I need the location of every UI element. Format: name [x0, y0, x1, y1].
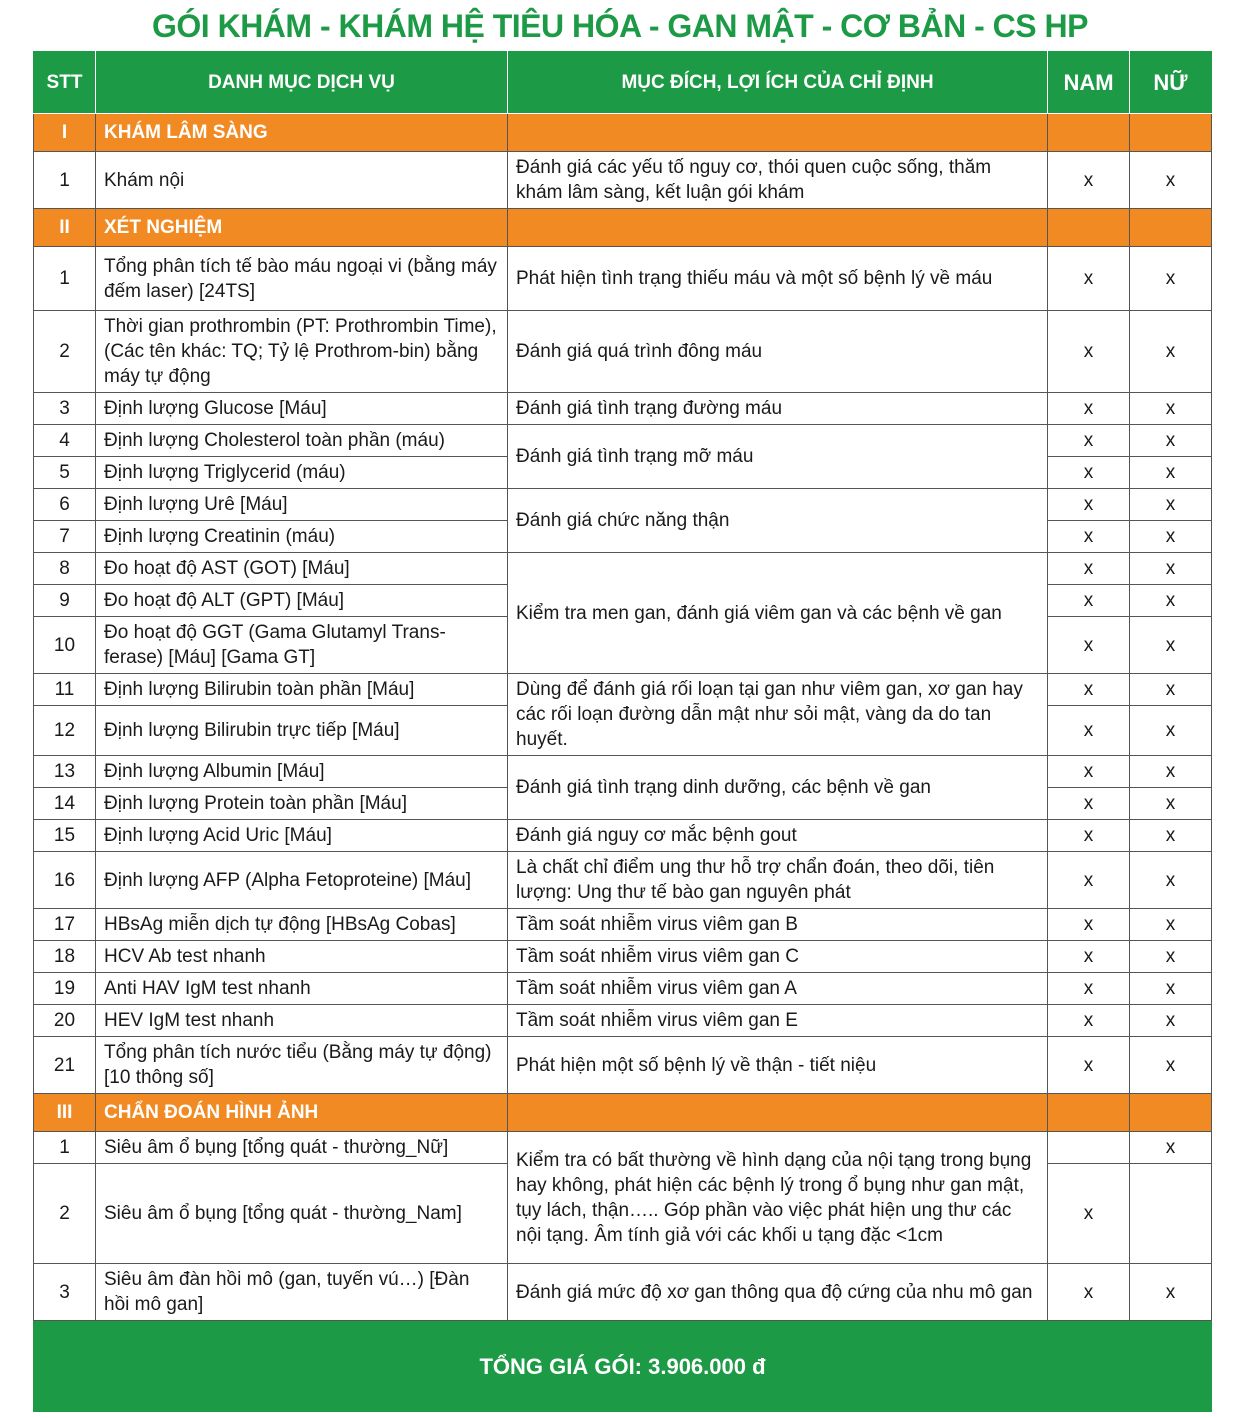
header-female: NỮ: [1130, 51, 1212, 114]
section-label: XÉT NGHIỆM: [96, 209, 508, 247]
service-table: [33, 51, 1212, 1412]
service-name: Định lượng Cholesterol toàn phần (máu): [96, 425, 508, 457]
service-name: Định lượng Creatinin (máu): [96, 521, 508, 553]
purpose-cell: Phát hiện tình trạng thiếu máu và một số bệnh lý về máu: [508, 247, 1048, 311]
table-row: [34, 852, 1212, 909]
header-row: [34, 51, 1212, 114]
male-mark: x: [1048, 820, 1130, 852]
male-mark: [1048, 1132, 1130, 1164]
service-name: Khám nội: [96, 152, 508, 209]
male-mark: x: [1048, 706, 1130, 756]
female-mark: x: [1130, 973, 1212, 1005]
female-mark: x: [1130, 674, 1212, 706]
service-name: Định lượng Protein toàn phần [Máu]: [96, 788, 508, 820]
service-name: Định lượng Bilirubin trực tiếp [Máu]: [96, 706, 508, 756]
table-row: [34, 311, 1212, 393]
purpose-cell: Đánh giá tình trạng đường máu: [508, 393, 1048, 425]
female-mark: x: [1130, 553, 1212, 585]
female-mark: x: [1130, 311, 1212, 393]
row-number: 3: [34, 1264, 96, 1321]
section-label: KHÁM LÂM SÀNG: [96, 114, 508, 152]
service-name: Định lượng Triglycerid (máu): [96, 457, 508, 489]
male-mark: x: [1048, 489, 1130, 521]
male-mark: x: [1048, 1164, 1130, 1264]
female-mark: x: [1130, 617, 1212, 674]
male-mark: x: [1048, 585, 1130, 617]
female-mark: x: [1130, 820, 1212, 852]
section-row: [34, 1094, 1212, 1132]
purpose-cell: Đánh giá các yếu tố nguy cơ, thói quen cuộc sống, thăm khám lâm sàng, kết luận gói khám: [508, 152, 1048, 209]
female-mark: x: [1130, 788, 1212, 820]
female-mark: x: [1130, 152, 1212, 209]
purpose-cell: Đánh giá mức độ xơ gan thông qua độ cứng của nhu mô gan: [508, 1264, 1048, 1321]
table-row: [34, 756, 1212, 788]
male-mark: x: [1048, 311, 1130, 393]
purpose-cell: Đánh giá chức năng thận: [508, 489, 1048, 553]
male-mark: x: [1048, 457, 1130, 489]
row-number: 1: [34, 1132, 96, 1164]
row-number: 5: [34, 457, 96, 489]
table-row: [34, 247, 1212, 311]
row-number: 9: [34, 585, 96, 617]
table-row: [34, 1005, 1212, 1037]
row-number: 11: [34, 674, 96, 706]
section-label: CHẨN ĐOÁN HÌNH ẢNH: [96, 1094, 508, 1132]
service-name: Siêu âm ổ bụng [tổng quát - thường_Nam]: [96, 1164, 508, 1264]
purpose-cell: Tầm soát nhiễm virus viêm gan E: [508, 1005, 1048, 1037]
male-mark: x: [1048, 425, 1130, 457]
female-mark: x: [1130, 425, 1212, 457]
section-row: [34, 114, 1212, 152]
purpose-cell: Dùng để đánh giá rối loạn tại gan như viêm gan, xơ gan hay các rối loạn đường dẫn mật như sỏi mật, vàng da do tan huyết.: [508, 674, 1048, 756]
female-mark: x: [1130, 585, 1212, 617]
female-mark: x: [1130, 909, 1212, 941]
service-name: HCV Ab test nhanh: [96, 941, 508, 973]
female-mark: x: [1130, 489, 1212, 521]
table-row: [34, 553, 1212, 585]
header-stt: STT: [34, 51, 96, 114]
table-row: [34, 152, 1212, 209]
purpose-cell: Đánh giá tình trạng mỡ máu: [508, 425, 1048, 489]
service-name: Thời gian prothrombin (PT: Prothrombin Time), (Các tên khác: TQ; Tỷ lệ Prothrom-bin) bằng máy tự động: [96, 311, 508, 393]
row-number: 2: [34, 311, 96, 393]
row-number: 4: [34, 425, 96, 457]
service-name: Tổng phân tích tế bào máu ngoại vi (bằng máy đếm laser) [24TS]: [96, 247, 508, 311]
row-number: 14: [34, 788, 96, 820]
male-mark: x: [1048, 941, 1130, 973]
purpose-cell: Đánh giá quá trình đông máu: [508, 311, 1048, 393]
purpose-cell: Tầm soát nhiễm virus viêm gan A: [508, 973, 1048, 1005]
female-mark: x: [1130, 706, 1212, 756]
table-row: [34, 674, 1212, 706]
header-name: DANH MỤC DỊCH VỤ: [96, 51, 508, 114]
section-number: II: [34, 209, 96, 247]
male-mark: x: [1048, 521, 1130, 553]
female-mark: x: [1130, 941, 1212, 973]
service-name: Định lượng Glucose [Máu]: [96, 393, 508, 425]
table-row: [34, 1264, 1212, 1321]
row-number: 16: [34, 852, 96, 909]
service-name: Tổng phân tích nước tiểu (Bằng máy tự động) [10 thông số]: [96, 1037, 508, 1094]
total-price: TỔNG GIÁ GÓI: 3.906.000 đ: [34, 1321, 1212, 1412]
row-number: 18: [34, 941, 96, 973]
male-mark: x: [1048, 617, 1130, 674]
table-row: [34, 820, 1212, 852]
service-name: Siêu âm đàn hồi mô (gan, tuyến vú…) [Đàn hồi mô gan]: [96, 1264, 508, 1321]
purpose-cell: Phát hiện một số bệnh lý về thận - tiết niệu: [508, 1037, 1048, 1094]
section-number: III: [34, 1094, 96, 1132]
table-row: [34, 973, 1212, 1005]
female-mark: x: [1130, 756, 1212, 788]
row-number: 1: [34, 247, 96, 311]
row-number: 21: [34, 1037, 96, 1094]
female-mark: x: [1130, 852, 1212, 909]
service-name: Định lượng Bilirubin toàn phần [Máu]: [96, 674, 508, 706]
male-mark: x: [1048, 852, 1130, 909]
service-name: Đo hoạt độ ALT (GPT) [Máu]: [96, 585, 508, 617]
service-name: HEV IgM test nhanh: [96, 1005, 508, 1037]
male-mark: x: [1048, 756, 1130, 788]
service-name: Định lượng Albumin [Máu]: [96, 756, 508, 788]
row-number: 2: [34, 1164, 96, 1264]
male-mark: x: [1048, 1037, 1130, 1094]
male-mark: x: [1048, 909, 1130, 941]
section-row: [34, 209, 1212, 247]
male-mark: x: [1048, 788, 1130, 820]
row-number: 6: [34, 489, 96, 521]
row-number: 1: [34, 152, 96, 209]
table-row: [34, 425, 1212, 457]
row-number: 13: [34, 756, 96, 788]
table-row: [34, 1132, 1212, 1164]
female-mark: [1130, 1164, 1212, 1264]
row-number: 15: [34, 820, 96, 852]
total-row: [34, 1321, 1212, 1412]
header-purpose: MỤC ĐÍCH, LỢI ÍCH CỦA CHỈ ĐỊNH: [508, 51, 1048, 114]
table-row: [34, 489, 1212, 521]
row-number: 10: [34, 617, 96, 674]
female-mark: x: [1130, 393, 1212, 425]
male-mark: x: [1048, 152, 1130, 209]
service-name: Anti HAV IgM test nhanh: [96, 973, 508, 1005]
female-mark: x: [1130, 457, 1212, 489]
male-mark: x: [1048, 553, 1130, 585]
row-number: 3: [34, 393, 96, 425]
female-mark: x: [1130, 1037, 1212, 1094]
service-name: Định lượng Urê [Máu]: [96, 489, 508, 521]
table-row: [34, 1037, 1212, 1094]
row-number: 8: [34, 553, 96, 585]
service-name: Định lượng AFP (Alpha Fetoproteine) [Máu]: [96, 852, 508, 909]
female-mark: x: [1130, 1264, 1212, 1321]
male-mark: x: [1048, 247, 1130, 311]
female-mark: x: [1130, 247, 1212, 311]
male-mark: x: [1048, 973, 1130, 1005]
purpose-cell: Là chất chỉ điểm ung thư hỗ trợ chẩn đoán, theo dõi, tiên lượng: Ung thư tế bào gan nguyên phát: [508, 852, 1048, 909]
table-row: [34, 909, 1212, 941]
purpose-cell: Tầm soát nhiễm virus viêm gan B: [508, 909, 1048, 941]
female-mark: x: [1130, 1005, 1212, 1037]
female-mark: x: [1130, 1132, 1212, 1164]
service-name: Đo hoạt độ GGT (Gama Glutamyl Trans-ferase) [Máu] [Gama GT]: [96, 617, 508, 674]
service-name: Định lượng Acid Uric [Máu]: [96, 820, 508, 852]
male-mark: x: [1048, 674, 1130, 706]
section-number: I: [34, 114, 96, 152]
row-number: 20: [34, 1005, 96, 1037]
purpose-cell: Đánh giá tình trạng dinh dưỡng, các bệnh về gan: [508, 756, 1048, 820]
row-number: 17: [34, 909, 96, 941]
table-row: [34, 393, 1212, 425]
purpose-cell: Đánh giá nguy cơ mắc bệnh gout: [508, 820, 1048, 852]
table-row: [34, 941, 1212, 973]
row-number: 7: [34, 521, 96, 553]
row-number: 12: [34, 706, 96, 756]
male-mark: x: [1048, 1005, 1130, 1037]
page-title: GÓI KHÁM - KHÁM HỆ TIÊU HÓA - GAN MẬT - CƠ BẢN - CS HP: [152, 8, 1088, 44]
row-number: 19: [34, 973, 96, 1005]
service-name: Siêu âm ổ bụng [tổng quát - thường_Nữ]: [96, 1132, 508, 1164]
header-male: NAM: [1048, 51, 1130, 114]
female-mark: x: [1130, 521, 1212, 553]
male-mark: x: [1048, 393, 1130, 425]
service-name: Đo hoạt độ AST (GOT) [Máu]: [96, 553, 508, 585]
purpose-cell: Kiểm tra men gan, đánh giá viêm gan và các bệnh về gan: [508, 553, 1048, 674]
service-name: HBsAg miễn dịch tự động [HBsAg Cobas]: [96, 909, 508, 941]
purpose-cell: Kiểm tra có bất thường về hình dạng của nội tạng trong bụng hay không, phát hiện các bệnh lý trong ổ bụng như gan mật, tụy lách, thận….. Góp phần vào việc phát hiện ung thư các nội tạng. Âm tính giả với các khối u tạng đặc <1cm: [508, 1132, 1048, 1264]
purpose-cell: Tầm soát nhiễm virus viêm gan C: [508, 941, 1048, 973]
male-mark: x: [1048, 1264, 1130, 1321]
